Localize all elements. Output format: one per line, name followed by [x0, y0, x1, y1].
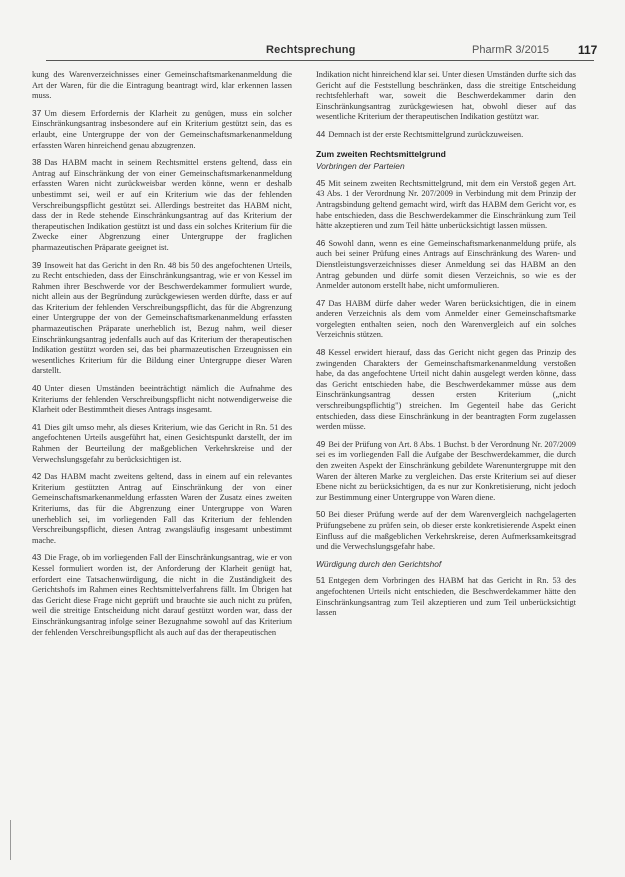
paragraph: [32, 552, 292, 638]
paragraph-number: 49: [316, 438, 326, 449]
paragraph-text: Sowohl dann, wenn es eine Gemeinschaftsmarkenanmeldung prüfe, als auch bei seiner Prüfung eines Antrags auf Einschränkung des Waren- und Dienstleistungsverzeichnisses dieser Anmeldung sei das HABM an den Antrag gebunden und dürfe somit diesen Verzeichnis, so wie es der Anmelder autonom erstellt habe, nicht umformulieren.: [316, 238, 576, 291]
paragraph: [316, 129, 576, 141]
paragraph-text: Das HABM dürfe daher weder Waren berücksichtigen, die in einem anderen Verzeichnis als dem vom Anmelder einer Gemeinschaftsmarke vorgelegten enthalten seien, noch den Warenvergleich auf ein solches Verzeichnis stützen.: [316, 298, 576, 340]
paragraph-number: 42: [32, 471, 42, 482]
paragraph: [316, 70, 576, 123]
paragraph: [32, 383, 292, 416]
paragraph-number: 43: [32, 552, 42, 563]
page-number: 117: [578, 43, 598, 57]
left-column: [32, 70, 292, 644]
paragraph-text: Indikation nicht hinreichend klar sei. Unter diesen Umständen durfte sich das Gericht auf die Feststellung beschränken, dass die streitige Entscheidung rechtsfehlerhaft war, soweit die Beschwerdekammer darin den Einschränkungsantrag zurückgewiesen hat, obwohl dieser auf das wesentliche Kriterium der therapeutischen Indikation gestützt war.: [316, 70, 576, 122]
paragraph-number: 44: [316, 128, 326, 139]
paragraph-text: Bei der Prüfung von Art. 8 Abs. 1 Buchst. b der Verordnung Nr. 207/2009 sei es im vorliegenden Fall die Aufgabe der Beschwerdekammer, die durch den zweiten Aspekt der Einschränkung gebildete Warenuntergruppe mit den Waren der älteren Marke zu vergleichen. Das erste Kriterium sei auf dieser Ebene nicht zu berücksichtigen, da es nur zur Konkretisierung, nicht jedoch zur Bestimmung einer Untergruppe von Waren diene.: [316, 439, 576, 502]
paragraph-text: Entgegen dem Vorbringen des HABM hat das Gericht in Rn. 53 des angefochtenen Urteils nicht entschieden, die Beschwerdekammer hätte den Einschränkungsantrag zum Teil akzeptieren und zum Teil unberücksichtigt lassen: [316, 576, 576, 618]
paragraph: [32, 70, 292, 102]
paragraph: [32, 157, 292, 253]
paragraph-number: 50: [316, 509, 326, 520]
paragraph-text: Bei dieser Prüfung werde auf der dem Warenvergleich nachgelagerten Prüfungsebene zu prüfen sein, ob dieser erste konkretisierende Aspekt einen Einfluss auf die maßgeblichen Verkehrskreise, deren Aufmerksamkeitsgrad und die Verwechslungsgefahr habe.: [316, 510, 576, 552]
paragraph-number: 45: [316, 177, 326, 188]
paragraph-number: 38: [32, 157, 42, 168]
paragraph-number: 37: [32, 107, 42, 118]
paragraph-text: Insoweit hat das Gericht in den Rn. 48 bis 50 des angefochtenen Urteils, zu Recht entschieden, dass der Einschränkungsantrag, wie er von Kessel im Rahmen ihrer Beschwerde vor der Beschwerdekammer formuliert wurde, nicht allein aus der Begründung zurückgewiesen werden dürfte, dass er auf das Kriterium der fehlenden Verschreibungspflicht, das für die Abgrenzung einer Untergruppe der von der Gemeinschaftsmarkenanmeldung erfassten pharmazeutischen Präparate unerheblich ist, Bezug nahm, weil dieser Einschränkungsantrag jedenfalls auch auf das Kriterium der therapeutischen Indikation gestützt worden sei, das bei pharmazeutischen Erzeugnissen ein wesentliches Kriterium für die Bildung einer Untergruppe dieser Waren darstellt.: [32, 260, 292, 376]
paragraph: [32, 471, 292, 546]
paragraph: [316, 439, 576, 504]
header-rule: [46, 60, 594, 61]
paragraph-number: 51: [316, 575, 326, 586]
subsection-heading: Vorbringen der Parteien: [316, 161, 405, 172]
paragraph-text: Um diesem Erfordernis der Klarheit zu genügen, muss ein solcher Einschränkungsantrag insbesondere auf ein Kriterium gestützt sein, das es erlaubt, eine Untergruppe der von der Gemeinschaftsmarkenanmeldung erfassten Waren hinreichend genau abzugrenzen.: [32, 108, 292, 150]
subsection-heading: Würdigung durch den Gerichtshof: [316, 558, 442, 569]
paragraph-text: Die Frage, ob im vorliegenden Fall der Einschränkungsantrag, wie er von Kessel formuliert worden ist, der Anforderung der Klarheit genügt hat, erfordert eine Tatsachenwürdigung, die nicht in die Zuständigkeit des Gerichtshofs im Rahmen eines Rechtsmittelverfahrens fällt. Im Übrigen hat das Gericht diese Frage nicht geprüft und brauchte sie auch nicht zu prüfen, weil die streitige Entscheidung nicht darauf gestützt worden war, dass der Einschränkungsantrag infolge seiner Bezugnahme sowohl auf das Kriterium der fehlenden Verschreibungspflicht als auch auf das der therapeutischen: [32, 553, 292, 637]
paragraph: [32, 422, 292, 465]
paragraph-text: Das HABM macht in seinem Rechtsmittel erstens geltend, dass ein Antrag auf Einschränkung der von einer Gemeinschaftsmarkenanmeldung erfassten Waren nicht zurückweisbar werden könne, wenn er deshalb unbestimmt sei, weil er auf ein Kriterium wie das der fehlenden Verschreibungspflicht gestützt sei. Allerdings bestreitet das HABM nicht, dass der in Rede stehende Einschränkungsantrag auf das Kriterium der therapeutischen Indikation gestützt ist und dass ein solches Kriterium für die Zwecke einer Abgrenzung einer Untergruppe der fraglichen pharmazeutischen Präparate geeignet ist.: [32, 158, 292, 252]
paragraph-text: Kessel erwidert hierauf, dass das Gericht nicht gegen das Prinzip des zwingenden Charakters der Gemeinschaftsmarkenanmeldung verstoßen habe, da das angefochtene Urteil nicht dahin ausgelegt werden könne, dass das Gericht entschieden habe, die Beschwerdekammer müsse aus dem Einschränkungsantrag dessen ersten Kriterium („nicht verschreibungspflichtig") streichen. Im Gegenteil habe das Gericht entschieden, dass diese Einschränkung in der beantragten Form zugelassen werden müsse.: [316, 348, 576, 432]
margin-mark: [10, 820, 11, 860]
paragraph-number: 47: [316, 297, 326, 308]
section-heading: Zum zweiten Rechtsmittelgrund: [316, 148, 446, 159]
paragraph: [316, 575, 576, 618]
paragraph-number: 40: [32, 383, 42, 394]
paragraph: [32, 260, 292, 378]
paragraph: [316, 238, 576, 292]
paragraph-number: 46: [316, 237, 326, 248]
paragraph: [316, 298, 576, 341]
paragraph-text: Mit seinem zweiten Rechtsmittelgrund, mit dem ein Verstoß gegen Art. 43 Abs. 1 der Verordnung Nr. 207/2009 in Verbindung mit dem Prinzip der Antragsbindung geltend gemacht wird, wirft das HABM dem Gericht vor, es habe entschieden, dass die Beschwerdekammer die Einschränkung zum Teil hätte akzeptieren und zum Teil hätte unberücksichtigt lassen müssen.: [316, 178, 576, 231]
paragraph-text: kung des Warenverzeichnisses einer Gemeinschaftsmarkenanmeldung die Art der Waren, für die die Eintragung beantragt wird, klar erkennen lassen muss.: [32, 70, 292, 101]
page-header: [0, 0, 625, 62]
paragraph: [316, 509, 576, 552]
paragraph-number: 48: [316, 347, 326, 358]
paragraph-text: Demnach ist der erste Rechtsmittelgrund zurückzuweisen.: [328, 129, 524, 139]
right-column: [316, 70, 576, 625]
paragraph: [316, 347, 576, 433]
paragraph-number: 39: [32, 259, 42, 270]
section-title: Rechtsprechung: [266, 44, 356, 56]
journal-reference: PharmR 3/2015: [472, 44, 550, 56]
paragraph-text: Unter diesen Umständen beeinträchtigt nämlich die Aufnahme des Kriteriums der fehlenden Verschreibungspflicht nicht notwendigerweise die Klarheit oder Bestimmtheit dieses Antrags insgesamt.: [32, 384, 292, 415]
paragraph: [32, 108, 292, 151]
paragraph: [316, 178, 576, 232]
paragraph-number: 41: [32, 421, 42, 432]
paragraph-text: Dies gilt umso mehr, als dieses Kriterium, wie das Gericht in Rn. 51 des angefochtenen Urteils ausgeführt hat, einen Gesichtspunkt darstellt, der im Rahmen der Beurteilung der maßgeblichen Verkehrskreise und der Verwechslungsgefahr zu berücksichtigen ist.: [32, 422, 292, 464]
paragraph-text: Das HABM macht zweitens geltend, dass in einem auf ein relevantes Kriterium gestützten Antrag auf Einschränkung der von einer Gemeinschaftsmarkenanmeldung erfassten Waren der Zusatz eines zweiten Kriteriums, das für die Abgrenzung einer Untergruppe von Waren unerheblich sei, im vorliegenden Fall das Kriterium der fehlenden Verschreibungspflicht, diesen Antrag zwangsläufig insgesamt unbestimmt mache.: [32, 472, 292, 545]
